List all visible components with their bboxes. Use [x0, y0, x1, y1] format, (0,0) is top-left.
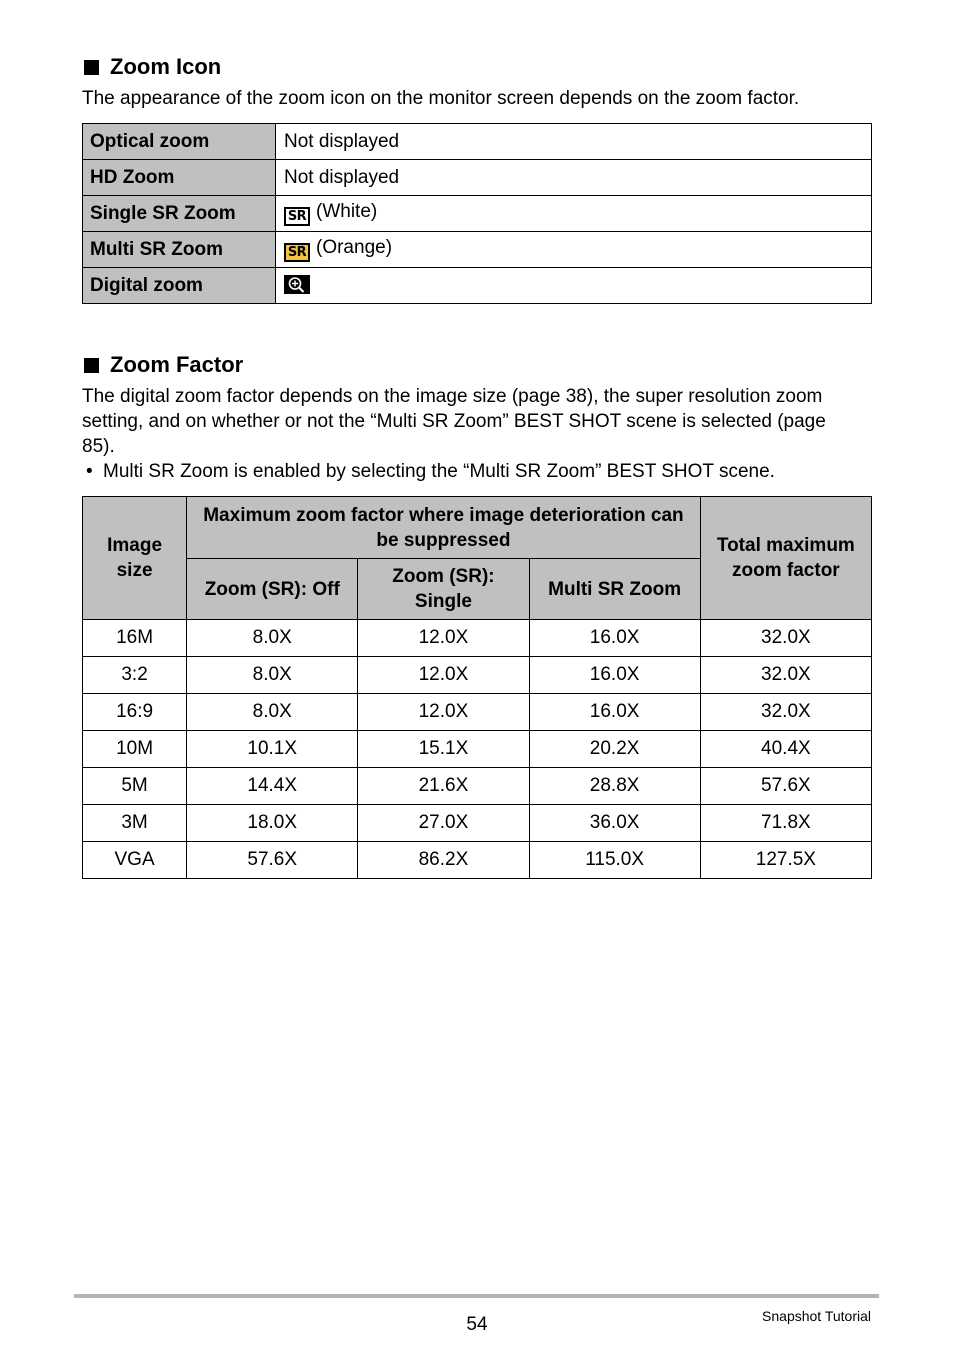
square-bullet-icon: [84, 358, 99, 373]
bullet-dot-icon: •: [86, 461, 93, 482]
header-max-zoom-group: Maximum zoom factor where image deterioration can be suppressed: [187, 497, 701, 559]
zoom-value-cell: 40.4X: [700, 731, 871, 768]
zoom-factor-bullet: [86, 459, 775, 484]
table-row: [83, 842, 872, 879]
zoom-value-cell: 36.0X: [529, 805, 700, 842]
row-label: Multi SR Zoom: [83, 232, 276, 268]
row-label: Digital zoom: [83, 268, 276, 304]
zoom-value-cell: 32.0X: [700, 694, 871, 731]
table-header-row: [83, 497, 872, 559]
row-value: Not displayed: [276, 124, 872, 160]
image-size-cell: 3:2: [83, 657, 187, 694]
row-value: (White): [316, 201, 378, 222]
table-row: [83, 124, 872, 160]
zoom-value-cell: 18.0X: [187, 805, 358, 842]
footer-divider: [74, 1294, 879, 1298]
zoom-value-cell: 10.1X: [187, 731, 358, 768]
zoom-factor-table-body: [83, 620, 872, 879]
row-label: Optical zoom: [83, 124, 276, 160]
image-size-cell: 10M: [83, 731, 187, 768]
zoom-value-cell: 16.0X: [529, 620, 700, 657]
zoom-factor-table: [82, 496, 872, 879]
zoom-value-cell: 57.6X: [187, 842, 358, 879]
row-value-cell: [276, 268, 872, 304]
header-total-zoom: Total maximum zoom factor: [700, 497, 871, 620]
sr-white-icon: SR: [284, 207, 310, 226]
image-size-cell: 3M: [83, 805, 187, 842]
zoom-value-cell: 115.0X: [529, 842, 700, 879]
zoom-value-cell: 12.0X: [358, 657, 529, 694]
zoom-value-cell: 27.0X: [358, 805, 529, 842]
zoom-value-cell: 57.6X: [700, 768, 871, 805]
zoom-value-cell: 14.4X: [187, 768, 358, 805]
zoom-value-cell: 15.1X: [358, 731, 529, 768]
zoom-icon-intro: The appearance of the zoom icon on the monitor screen depends on the zoom factor.: [82, 88, 800, 109]
zoom-value-cell: 12.0X: [358, 620, 529, 657]
footer-section-label: Snapshot Tutorial: [762, 1308, 871, 1324]
zoom-value-cell: 8.0X: [187, 657, 358, 694]
zoom-value-cell: 20.2X: [529, 731, 700, 768]
header-image-size: Image size: [83, 497, 187, 620]
table-row: [83, 160, 872, 196]
zoom-value-cell: 16.0X: [529, 657, 700, 694]
image-size-cell: 5M: [83, 768, 187, 805]
table-row: [83, 657, 872, 694]
table-row: [83, 694, 872, 731]
row-label: HD Zoom: [83, 160, 276, 196]
image-size-cell: VGA: [83, 842, 187, 879]
zoom-factor-intro: The digital zoom factor depends on the image size (page 38), the super resolution zoom setting, and on whether or not the “Multi SR Zoom” BEST SHOT scene is selected (page 85).: [82, 386, 826, 457]
zoom-value-cell: 71.8X: [700, 805, 871, 842]
sr-orange-icon: SR: [284, 243, 310, 262]
square-bullet-icon: [84, 60, 99, 75]
zoom-value-cell: 32.0X: [700, 620, 871, 657]
subheader-multi-sr: Multi SR Zoom: [529, 559, 700, 620]
zoom-in-icon: [284, 275, 310, 294]
table-row: [83, 620, 872, 657]
table-row: [83, 268, 872, 304]
zoom-factor-heading: [84, 352, 243, 378]
bullet-text: Multi SR Zoom is enabled by selecting the “Multi SR Zoom” BEST SHOT scene.: [103, 461, 775, 482]
table-row: [83, 805, 872, 842]
zoom-value-cell: 28.8X: [529, 768, 700, 805]
zoom-value-cell: 16.0X: [529, 694, 700, 731]
image-size-cell: 16M: [83, 620, 187, 657]
zoom-value-cell: 21.6X: [358, 768, 529, 805]
zoom-icon-heading-text: Zoom Icon: [110, 54, 222, 79]
row-label: Single SR Zoom: [83, 196, 276, 232]
subheader-sr-off: Zoom (SR): Off: [187, 559, 358, 620]
zoom-value-cell: 8.0X: [187, 694, 358, 731]
row-value: Not displayed: [276, 160, 872, 196]
subheader-sr-single: Zoom (SR): Single: [358, 559, 529, 620]
zoom-icon-table: [82, 123, 872, 304]
zoom-factor-heading-text: Zoom Factor: [110, 352, 244, 377]
zoom-value-cell: 32.0X: [700, 657, 871, 694]
zoom-value-cell: 127.5X: [700, 842, 871, 879]
zoom-value-cell: 12.0X: [358, 694, 529, 731]
table-row: [83, 232, 872, 268]
table-row: [83, 196, 872, 232]
image-size-cell: 16:9: [83, 694, 187, 731]
row-value: (Orange): [316, 237, 393, 258]
row-value-cell: [276, 232, 872, 268]
row-value-cell: [276, 196, 872, 232]
zoom-value-cell: 86.2X: [358, 842, 529, 879]
table-row: [83, 731, 872, 768]
zoom-icon-heading: [84, 54, 221, 80]
table-row: [83, 768, 872, 805]
page-number: 54: [466, 1314, 488, 1335]
zoom-value-cell: 8.0X: [187, 620, 358, 657]
